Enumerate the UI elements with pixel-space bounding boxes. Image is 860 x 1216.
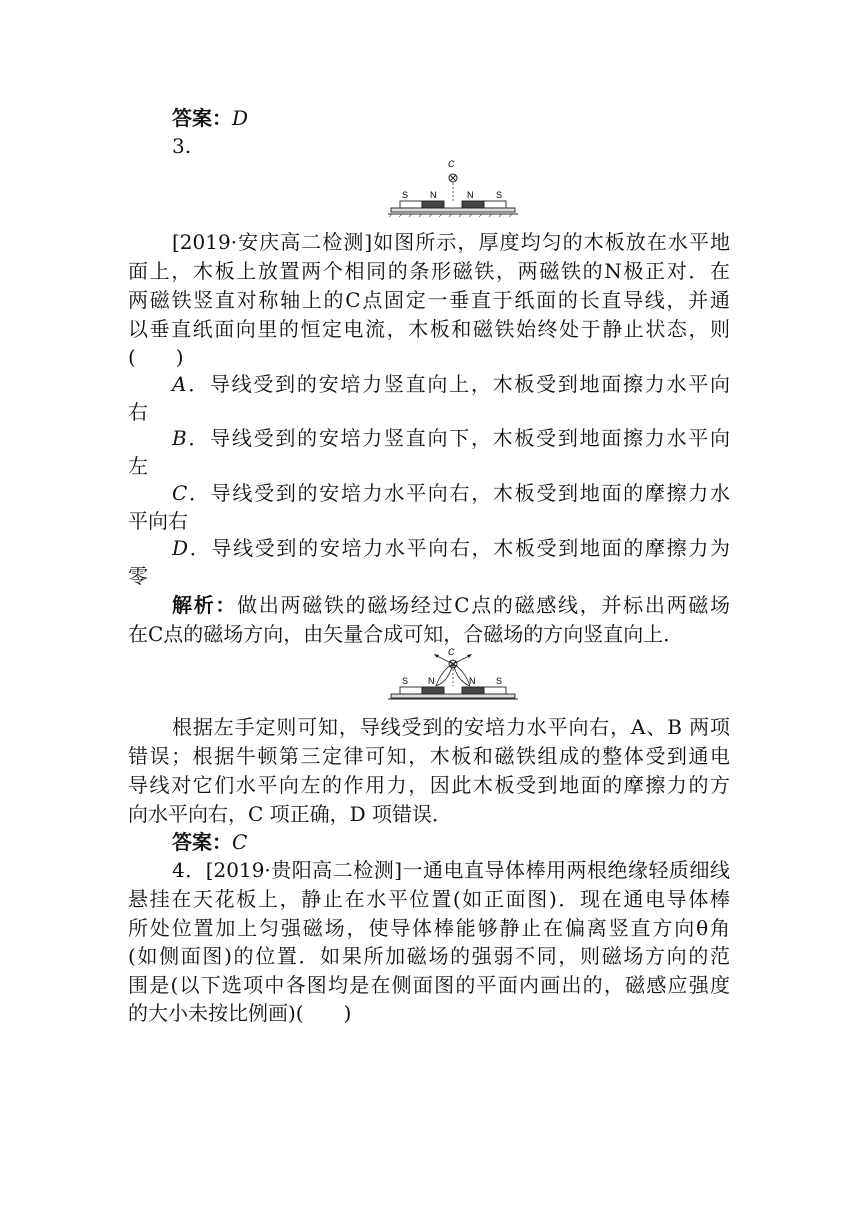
label-n-left: N [430,190,437,200]
answer-value: D [232,106,249,130]
wooden-board [391,208,515,212]
option-letter: B [172,426,187,450]
magnet-right-s-pole [484,201,506,208]
explanation-line: 向水平向右，C 项正确，D 项错误． [128,802,453,826]
analysis-text: 做出两磁铁的磁场经过C点的磁感线，并标出两磁场 [237,593,730,617]
analysis-label: 解析： [172,593,238,617]
explanation-line: 根据左手定则可知，导线受到的安培力水平向右，A、B 两项 [172,715,730,739]
label-s-left: S [402,676,409,686]
option-text: ．导线受到的安培力水平向右，木板受到地面的摩擦力为 [188,536,730,560]
answer-label: 答案： [172,106,232,130]
label-n-right: N [467,190,474,200]
option-b [172,424,730,452]
option-letter: D [172,536,189,560]
question-stem-line: 以垂直纸面向里的恒定电流，木板和磁铁始终处于静止状态，则 [128,317,730,341]
magnet-right-n-pole [462,687,484,694]
answer-value: C [232,830,248,854]
analysis-line-2: 在C点的磁场方向，由矢量合成可知，合磁场的方向竖直向上． [128,622,684,646]
option-a [172,370,730,398]
magnet-right-s-pole [484,687,506,694]
question-4-line: 所处位置加上匀强磁场，使导体棒能够静止在偏离竖直方向θ角 [128,916,730,940]
label-s-right: S [496,190,503,200]
magnet-left-n-pole [422,201,444,208]
question-4-line: (如侧面图)的位置．如果所加磁场的强弱不同，则磁场方向的范 [128,944,730,968]
label-n-left: N [428,676,435,686]
label-s-left: S [402,190,409,200]
question-4-line: 的大小未按比例画)( ) [128,1001,352,1025]
option-text: ．导线受到的安培力水平向右，木板受到地面的摩擦力水 [187,481,730,505]
magnet-left-s-pole [400,687,422,694]
question-4-line: 悬挂在天花板上，静止在水平位置(如正面图)．现在通电导体棒 [128,887,730,911]
option-d-cont: 零 [128,564,148,588]
question-stem-blank: ( ) [128,345,184,369]
explanation-line: 错误；根据牛顿第三定律可知，木板和磁铁组成的整体受到通电 [128,744,730,768]
question-number: 3. [172,134,192,158]
option-letter: C [172,481,188,505]
label-n-right: N [469,676,476,686]
option-letter: A [172,372,187,396]
question-stem-line: 两磁铁竖直对称轴上的C点固定一垂直于纸面的长直导线，并通 [128,288,730,312]
wooden-board [391,694,515,698]
answer-line-q3 [172,828,247,856]
option-text: ．导线受到的安培力竖直向下，木板受到地面擦力水平向 [186,426,730,450]
option-b-cont: 左 [128,454,148,478]
figure-label-point-c: C [448,159,455,169]
magnet-left-n-pole [422,687,444,694]
question-stem-line: [2019·安庆高二检测]如图所示，厚度均匀的木板放在水平地 [172,230,730,254]
label-s-right: S [496,676,503,686]
magnet-left-s-pole [400,201,422,208]
explanation-line: 导线对它们水平向左的作用力，因此木板受到地面的摩擦力的方 [128,773,730,797]
question-4-line: 4．[2019·贵阳高二检测]一通电直导体棒用两根绝缘轻质细线 [172,858,730,882]
option-c-cont: 平向右 [128,509,188,533]
question-stem-line: 面上，木板上放置两个相同的条形磁铁，两磁铁的N极正对．在 [128,259,730,283]
answer-label: 答案： [172,830,232,854]
option-a-cont: 右 [128,400,148,424]
analysis-line [172,591,730,619]
answer-line-q2 [172,104,248,132]
magnet-right-n-pole [462,201,484,208]
option-c [172,479,730,507]
magnet-board-figure [388,158,518,218]
magnetic-field-figure [388,646,518,702]
option-d [172,534,730,562]
question-4-line: 围是(以下选项中各图均是在侧面图的平面内画出的，磁感应强度 [128,973,730,997]
option-text: ．导线受到的安培力竖直向上，木板受到地面擦力水平向 [186,372,730,396]
figure-label-point-c: C [448,647,455,657]
